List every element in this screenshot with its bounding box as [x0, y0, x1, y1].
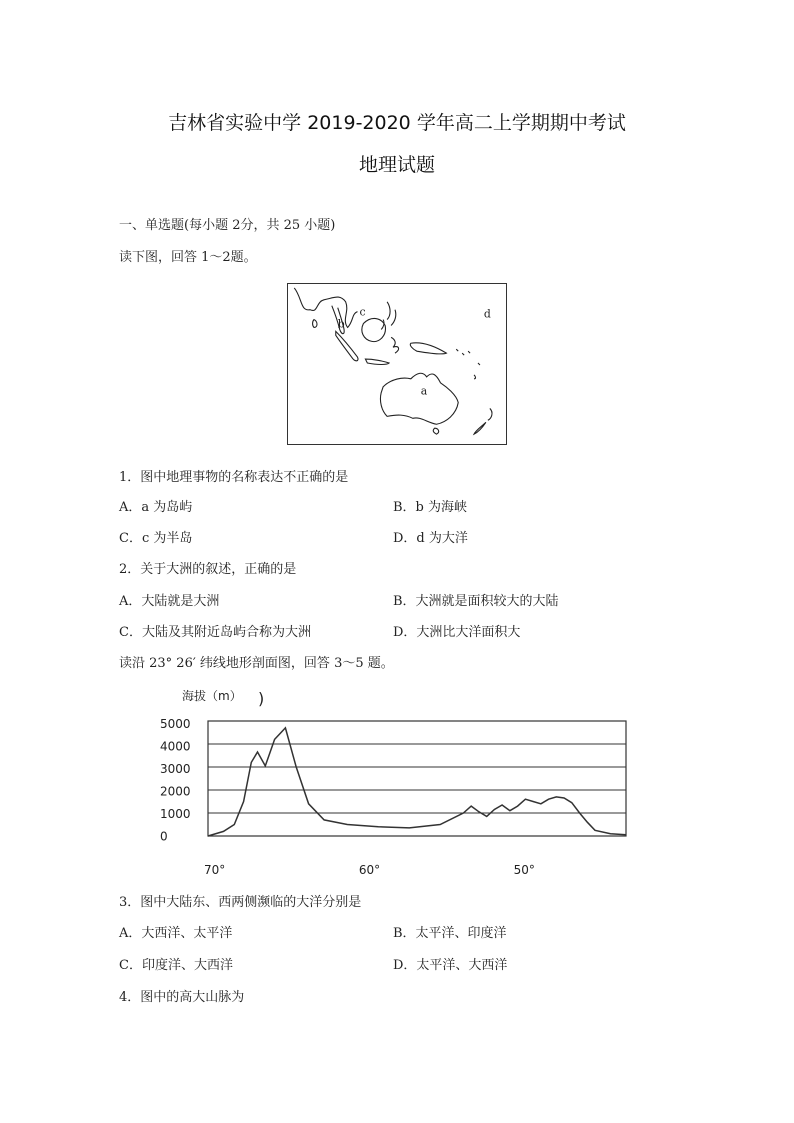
new-guinea	[410, 343, 446, 354]
x-tick-label: 70°	[204, 863, 226, 877]
question-2-stem: 2．关于大洲的叙述，正确的是	[119, 562, 297, 577]
new-zealand	[474, 408, 492, 434]
y-tick-label: 3000	[160, 762, 191, 776]
y-tick-label: 4000	[160, 739, 191, 754]
q1-option-c: C．c 为半岛	[119, 531, 193, 546]
philippines	[381, 302, 396, 330]
q2-option-a: A．大陆就是大洲	[119, 594, 220, 609]
chart-svg	[160, 686, 640, 882]
terrain-profile-chart	[160, 686, 640, 882]
bracket-mark: )	[258, 689, 265, 708]
q1-option-b: B．b 为海峡	[393, 500, 468, 515]
question-3-stem: 3．图中大陆东、西两侧濒临的大洋分别是	[119, 895, 362, 910]
q2-option-b: B．大洲就是面积较大的大陆	[393, 594, 559, 609]
profile-instruction: 读沿 23° 26′ 纬线地形剖面图，回答 3～5 题。	[119, 656, 394, 671]
y-tick-label: 5000	[160, 717, 191, 731]
q3-option-b: B．太平洋、印度洋	[393, 926, 507, 941]
y-tick-label: 0	[160, 829, 168, 844]
section-heading: 一、单选题(每小题 2分，共 25 小题)	[119, 218, 336, 233]
map-instruction: 读下图，回答 1～2题。	[119, 250, 257, 265]
q1-option-a: A．a 为岛屿	[119, 500, 193, 515]
q3-option-a: A．大西洋、太平洋	[119, 926, 233, 941]
map-label-c: c	[359, 305, 366, 319]
map-figure	[287, 283, 507, 445]
q3-option-c: C．印度洋、大西洋	[119, 958, 233, 973]
map-label-a: a	[420, 384, 428, 398]
q1-option-d: D．d 为大洋	[393, 531, 468, 546]
q3-option-d: D．太平洋、大西洋	[393, 958, 508, 973]
question-1-stem: 1．图中地理事物的名称表达不正确的是	[119, 470, 349, 485]
australia	[380, 373, 458, 424]
borneo	[362, 318, 386, 341]
map-label-d: d	[483, 307, 491, 321]
paper-subtitle: 地理试题	[358, 154, 435, 176]
tasmania	[433, 428, 438, 434]
x-tick-label: 50°	[513, 863, 535, 877]
sumatra	[336, 331, 358, 360]
java	[365, 359, 389, 364]
sulawesi	[391, 337, 399, 353]
mainland-coast	[294, 288, 357, 331]
map-label-b: b	[337, 317, 345, 331]
question-4-stem: 4．图中的高大山脉为	[119, 990, 245, 1005]
paper-title: 吉林省实验中学 2019-2020 学年高二上学期期中考试	[168, 112, 626, 134]
map-svg	[288, 284, 506, 444]
small-island	[313, 320, 317, 328]
q2-option-d: D．大洲比大洋面积大	[393, 625, 521, 640]
y-tick-label: 2000	[160, 784, 191, 799]
q2-option-c: C．大陆及其附近岛屿合称为大洲	[119, 625, 311, 640]
y-tick-label: 1000	[160, 807, 191, 821]
chart-frame	[208, 721, 626, 836]
y-axis-label: 海拔（m）	[182, 689, 242, 703]
x-tick-label: 60°	[358, 863, 381, 877]
